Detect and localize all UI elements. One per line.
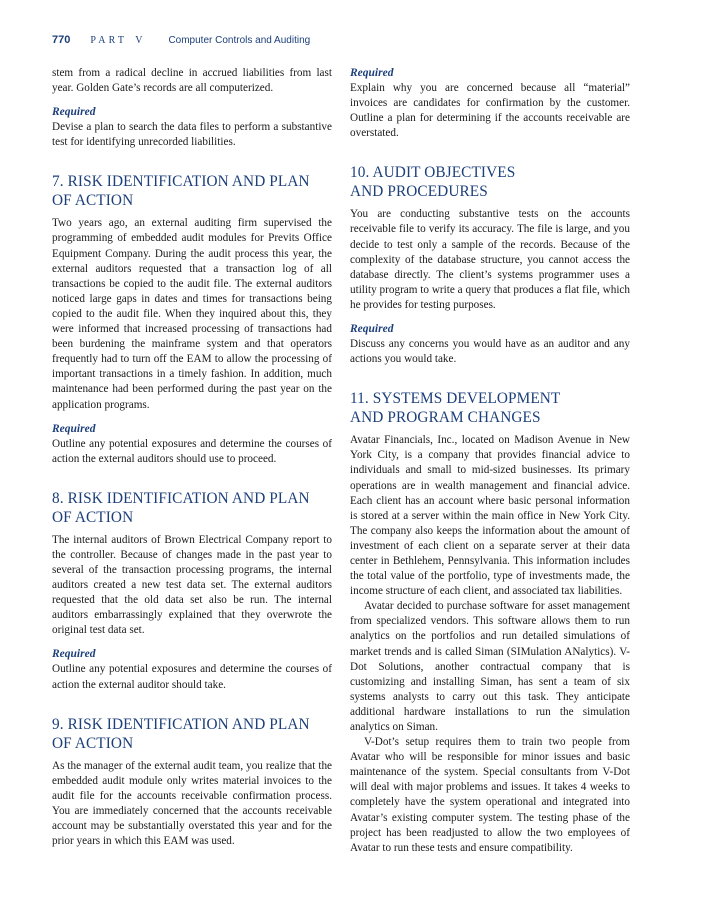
page-number: 770 [52, 34, 71, 46]
section-7-title: 7. RISK IDENTIFICATION AND PLAN OF ACTION [52, 173, 310, 210]
required-heading: Required [52, 106, 96, 119]
chapter-title: Computer Controls and Auditing [168, 35, 311, 46]
continued-text: stem from a radical decline in accrued liabilities from last year. Golden Gate’s records are all computerized. [52, 67, 332, 95]
left-column [52, 66, 332, 849]
section-10-title: 10. AUDIT OBJECTIVES AND PROCEDURES [350, 164, 516, 201]
section-8-required-text: Outline any potential exposures and determine the courses of action the external auditor should take. [52, 663, 332, 691]
section-11-paragraph-3: V-Dot’s setup requires them to train two people from Avatar who will be responsible for minor issues and basic maintenance of the system. Special consultants from V-Dot will deal with major problems and issues. It takes 4 weeks to completely have the system operational and integrated into Avatar’s existing computer system. The testing phase of the project has been readjusted to allow the two employees of Avatar to run these tests and ensure compatibility. [350, 736, 630, 854]
section-8-body: The internal auditors of Brown Electrical Company report to the controller. Because of changes made in the past year to several of the transaction processing programs, the internal auditors created a new test data set. The external auditors requested that the old data set also be run. The internal auditors embarrassingly explained that they overwrote the original test data set. [52, 533, 332, 637]
section-11-title: 11. SYSTEMS DEVELOPMENT AND PROGRAM CHANGES [350, 390, 561, 427]
part-number: V [135, 35, 143, 46]
part-label: PART [90, 35, 128, 46]
required-text: Explain why you are concerned because all “material” invoices are candidates for confirmation by the customer. Outline a plan for determining if the accounts receivable are overstated. [350, 82, 630, 140]
section-9-body: As the manager of the external audit team, you realize that the embedded audit module only writes material invoices to the audit file for the accounts receivable confirmation process. You are immediately concerned that the accounts receivable account may be substantially overstated this year and for the prior years in which this EAM was used. [52, 759, 332, 848]
section-8-title: 8. RISK IDENTIFICATION AND PLAN OF ACTION [52, 489, 310, 526]
section-11-paragraph-1: Avatar Financials, Inc., located on Madison Avenue in New York City, is a company that provides financial advice to individuals and small to mid-sized businesses. Its primary operations are in wealth management and financial advice. Each client has an account where basic personal information is stored at a server within the main office in New York City. The company also keeps the information about the amount of investment of each client on a separate server at their data center in Bethlehem, Pennsylvania. This information includes the total value of the portfolio, type of investments made, the income structure of each client, and associated tax liabilities. [350, 434, 630, 598]
required-text: Devise a plan to search the data files to perform a substantive test for identifying unrecorded liabilities. [52, 121, 332, 149]
right-column [350, 66, 630, 856]
section-11-paragraph-2: Avatar decided to purchase software for asset management from specialized vendors. This software allows them to run analytics on the portfolios and run detailed simulations of market trends and is called Siman (SIMulation ANalytics). V-Dot Solutions, another contractual company that is customizing and installing Siman, has sent a team of six systems analysts to carry out this task. They anticipate additional hardware installations to run the simulation analytics on Siman. [350, 600, 630, 733]
required-heading: Required [350, 67, 394, 79]
section-8-required-heading: Required [52, 648, 96, 661]
section-10-required-heading: Required [350, 323, 394, 336]
section-7-body: Two years ago, an external auditing firm supervised the programming of embedded audit modules for Previts Office Equipment Company. During the audit process this year, the external auditors requested that a transaction log of all transactions be copied to the audit file. The external auditors noticed large gaps in dates and times for transactions being copied to the audit file. When they inquired about this, they were informed that increased processing of transactions had been burdening the mainframe system and that operators frequently had to turn off the EAM to allow the processing of important transactions in a timely fashion. In addition, much maintenance had been performed during the past year on the application programs. [52, 217, 332, 411]
section-7-required-text: Outline any potential exposures and determine the courses of action the external auditors should use to proceed. [52, 437, 332, 465]
running-header [52, 34, 310, 50]
section-10-body: You are conducting substantive tests on the accounts receivable file to verify its accuracy. The file is large, and you decide to test only a sample of the records. Because of the complexity of the database structure, you cannot access the database directly. The client’s systems programmer uses a utility program to write a query that produces a flat file, which he provides for testing purposes. [350, 208, 630, 311]
section-10-required-text: Discuss any concerns you would have as an auditor and any actions you would take. [350, 338, 630, 366]
section-9-title: 9. RISK IDENTIFICATION AND PLAN OF ACTION [52, 715, 310, 752]
section-7-required-heading: Required [52, 422, 96, 435]
